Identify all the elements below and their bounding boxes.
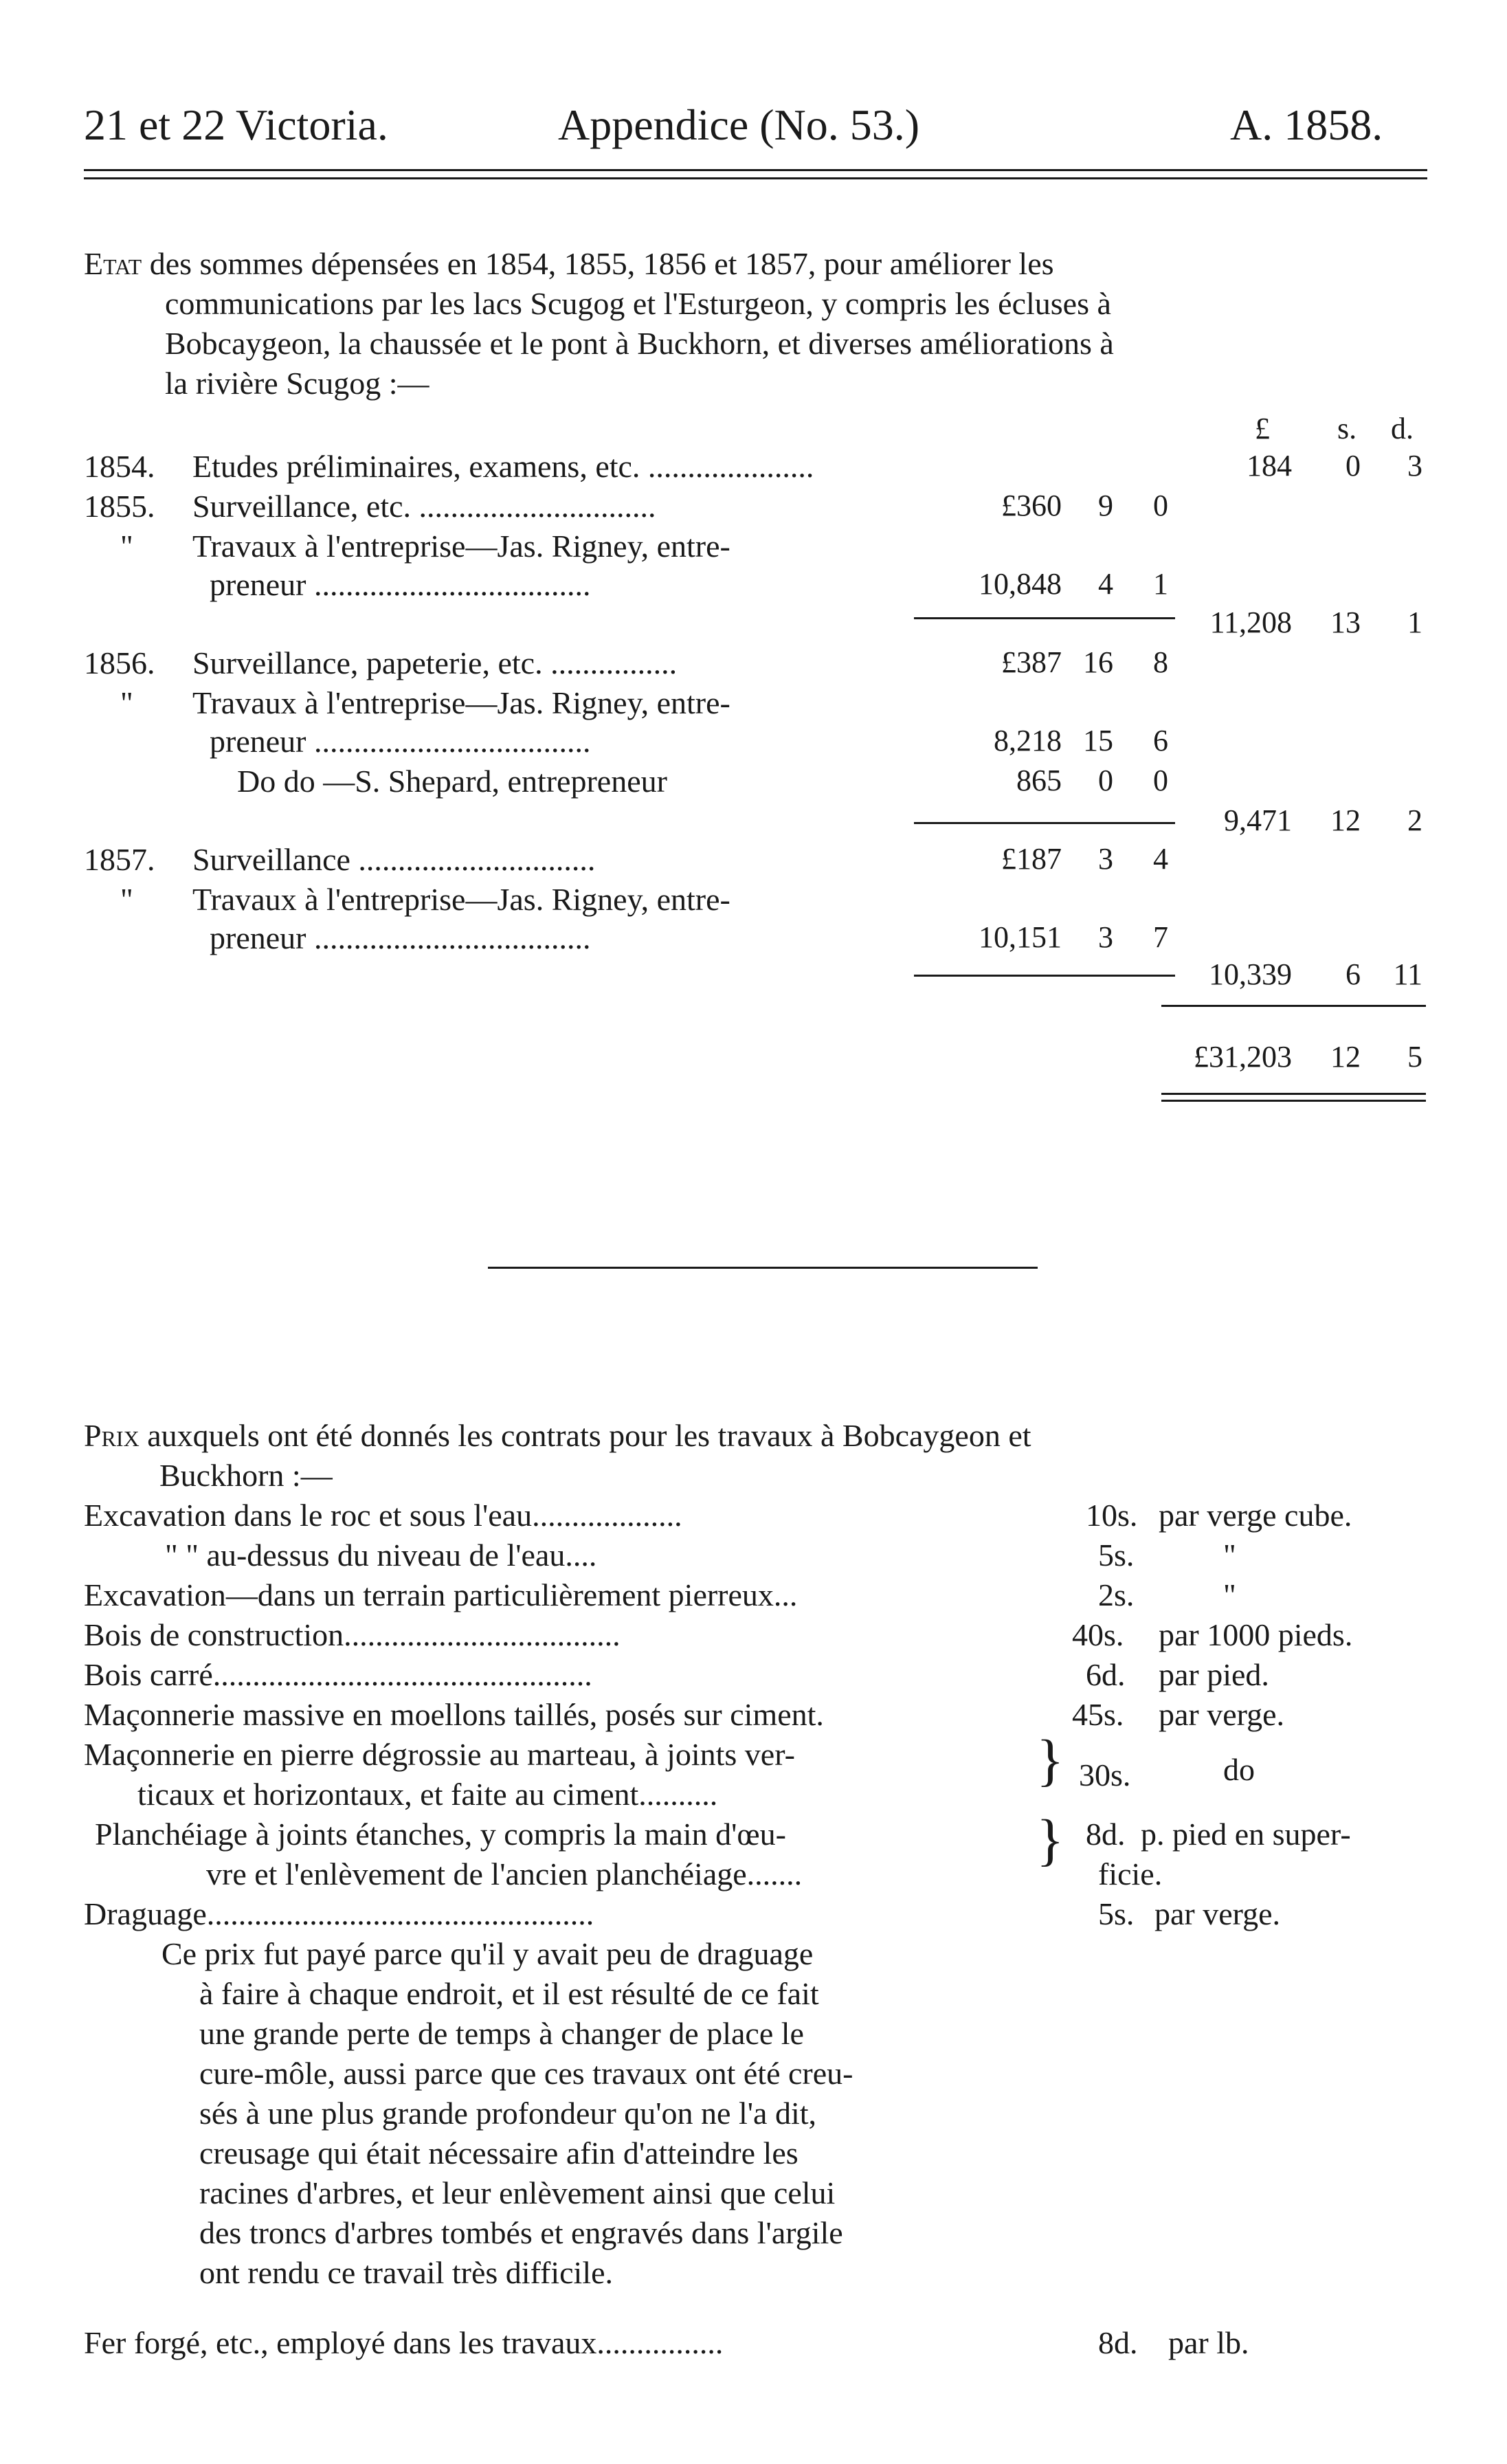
- grand-total-rule-top: [1161, 1005, 1426, 1007]
- ditto-1856: ": [120, 685, 133, 720]
- prix-row-4-price: 40s.: [1072, 1617, 1124, 1652]
- etat-row-1856-travaux: Travaux à l'entreprise—Jas. Rigney, entre-: [192, 685, 730, 720]
- amount-1856-c-d: 0: [1153, 764, 1168, 797]
- subtotal-rule-1857: [914, 975, 1175, 977]
- prix-planch-unit-2: ficie.: [1098, 1856, 1163, 1891]
- etat-year-1854: 1854.: [84, 449, 155, 484]
- etat-year-1856: 1856.: [84, 645, 155, 680]
- amount-1856-c-s: 0: [1098, 764, 1113, 797]
- prix-row-5-price: 6d.: [1086, 1657, 1126, 1692]
- etat-intro-line-2: communications par les lacs Scugog et l'Esturgeon, y compris les écluses à: [165, 286, 1111, 321]
- prix-macon2-line-2: ticaux et horizontaux, et faite au ciment..........: [137, 1777, 718, 1812]
- total-1856-d: 2: [1407, 803, 1422, 837]
- header-left: 21 et 22 Victoria.: [84, 100, 388, 149]
- prix-row-2-price: 5s.: [1098, 1538, 1135, 1573]
- prix-planch-line-1: Planchéiage à joints étanches, y compris la main d'œu-: [95, 1817, 786, 1852]
- prix-intro-line-1: Prix auxquels ont été donnés les contrats pour les travaux à Bobcaygeon et: [84, 1418, 1031, 1453]
- amount-1855-b-s: 4: [1098, 567, 1113, 601]
- amount-1855-a-d: 0: [1153, 489, 1168, 522]
- note-line-2: à faire à chaque endroit, et il est résulté de ce fait: [199, 1976, 819, 2011]
- prix-macon2-line-1: Maçonnerie en pierre dégrossie au marteau, à joints ver-: [84, 1737, 795, 1772]
- header-rule-1: [84, 169, 1427, 171]
- brace-icon: }: [1036, 1729, 1064, 1792]
- amount-1856-b-d: 6: [1153, 724, 1168, 757]
- amount-1857-a-s: 3: [1098, 842, 1113, 876]
- etat-row-1855-surveillance: Surveillance, etc. ..............................: [192, 489, 656, 524]
- amount-1857-a-d: 4: [1153, 842, 1168, 876]
- etat-year-1855: 1855.: [84, 489, 155, 524]
- section-separator: [488, 1267, 1038, 1269]
- etat-row-1856-shepard: Do do —S. Shepard, entrepreneur: [237, 764, 667, 799]
- ditto-1855: ": [120, 529, 133, 564]
- prix-row-3-unit: ": [1223, 1577, 1236, 1612]
- amount-1856-b-s: 15: [1083, 724, 1113, 757]
- amount-1856-a-d: 8: [1153, 645, 1168, 679]
- amount-1855-a-s: 9: [1098, 489, 1113, 522]
- etat-lead: Etat: [84, 246, 142, 281]
- note-line-3: une grande perte de temps à changer de place le: [199, 2016, 804, 2051]
- prix-planch-price: 8d.: [1086, 1817, 1126, 1852]
- subtotal-rule-1856: [914, 822, 1175, 824]
- amount-1857-a-l: £187: [1001, 842, 1062, 876]
- prix-fer-unit: par lb.: [1168, 2325, 1249, 2360]
- col-header-pounds: £: [1255, 412, 1270, 445]
- amount-1857-b-s: 3: [1098, 920, 1113, 954]
- total-1856-l: 9,471: [1224, 803, 1292, 837]
- total-1857-s: 6: [1346, 957, 1361, 991]
- col-header-pence: d.: [1391, 412, 1414, 445]
- etat-row-1857-travaux: Travaux à l'entreprise—Jas. Rigney, entre-: [192, 882, 730, 917]
- prix-row-6-price: 45s.: [1072, 1697, 1124, 1732]
- total-1857-d: 11: [1393, 957, 1422, 991]
- etat-intro-line-3: Bobcaygeon, la chaussée et le pont à Buckhorn, et diverses améliorations à: [165, 326, 1114, 361]
- etat-row-1856-preneur: preneur ...................................: [210, 724, 591, 759]
- prix-row-4-unit: par 1000 pieds.: [1159, 1617, 1353, 1652]
- prix-planch-line-2: vre et l'enlèvement de l'ancien planchéiage.......: [206, 1856, 803, 1891]
- prix-row-1-unit: par verge cube.: [1159, 1498, 1352, 1533]
- total-1855-s: 13: [1330, 606, 1361, 639]
- prix-intro-line-2: Buckhorn :—: [159, 1458, 333, 1493]
- etat-intro-line-4: la rivière Scugog :—: [165, 366, 429, 401]
- amount-1856-c-l: 865: [1016, 764, 1062, 797]
- amount-1856-a-l: £387: [1001, 645, 1062, 679]
- amount-1857-b-l: 10,151: [979, 920, 1062, 954]
- prix-planch-unit-1: p. pied en super-: [1141, 1817, 1351, 1852]
- prix-row-1-item: Excavation dans le roc et sous l'eau...................: [84, 1498, 682, 1533]
- total-1854-d: 3: [1407, 449, 1422, 482]
- prix-row-3-price: 2s.: [1098, 1577, 1135, 1612]
- prix-row-6-unit: par verge.: [1159, 1697, 1285, 1732]
- note-line-6: creusage qui était nécessaire afin d'atteindre les: [199, 2135, 799, 2171]
- note-line-7: racines d'arbres, et leur enlèvement ainsi que celui: [199, 2175, 836, 2210]
- subtotal-rule-1855: [914, 617, 1175, 619]
- prix-macon2-unit: do: [1223, 1752, 1255, 1787]
- prix-row-5-item: Bois carré................................................: [84, 1657, 592, 1692]
- prix-draguage-price: 5s.: [1098, 1896, 1135, 1931]
- total-1856-s: 12: [1330, 803, 1361, 837]
- note-line-1: Ce prix fut payé parce qu'il y avait peu de draguage: [161, 1936, 814, 1971]
- prix-row-1-price: 10s.: [1086, 1498, 1138, 1533]
- col-header-shillings: s.: [1337, 412, 1357, 445]
- prix-draguage-unit: par verge.: [1154, 1896, 1281, 1931]
- header-center: Appendice (No. 53.): [558, 100, 920, 149]
- header-rule-2: [84, 177, 1427, 179]
- note-line-4: cure-môle, aussi parce que ces travaux ont été creu-: [199, 2056, 853, 2091]
- total-1854-s: 0: [1346, 449, 1361, 482]
- prix-row-6-item: Maçonnerie massive en moellons taillés, posés sur ciment.: [84, 1697, 824, 1732]
- amount-1857-b-d: 7: [1153, 920, 1168, 954]
- etat-row-1854-text: Etudes préliminaires, examens, etc. .....................: [192, 449, 814, 484]
- prix-lead: Prix: [84, 1418, 139, 1453]
- etat-row-1856-surveillance: Surveillance, papeterie, etc. ................: [192, 645, 678, 680]
- prix-fer-price: 8d.: [1098, 2325, 1138, 2360]
- prix-row-5-unit: par pied.: [1159, 1657, 1269, 1692]
- amount-1855-b-l: 10,848: [979, 567, 1062, 601]
- grand-total-l: £31,203: [1194, 1040, 1292, 1074]
- prix-row-2-unit: ": [1223, 1538, 1236, 1573]
- grand-total-s: 12: [1330, 1040, 1361, 1074]
- prix-draguage-item: Draguage.................................................: [84, 1896, 594, 1931]
- total-1855-l: 11,208: [1209, 606, 1292, 639]
- ditto-1857: ": [120, 882, 133, 917]
- amount-1856-b-l: 8,218: [994, 724, 1062, 757]
- grand-total-rule-2: [1161, 1100, 1426, 1102]
- amount-1855-a-l: £360: [1001, 489, 1062, 522]
- grand-total-d: 5: [1407, 1040, 1422, 1074]
- etat-year-1857: 1857.: [84, 842, 155, 877]
- grand-total-rule-1: [1161, 1093, 1426, 1095]
- brace-icon: }: [1036, 1808, 1064, 1872]
- prix-row-2-item: " " au-dessus du niveau de l'eau....: [165, 1538, 597, 1573]
- prix-row-3-item: Excavation—dans un terrain particulièrement pierreux...: [84, 1577, 798, 1612]
- amount-1855-b-d: 1: [1153, 567, 1168, 601]
- prix-fer-item: Fer forgé, etc., employé dans les travaux................: [84, 2325, 724, 2360]
- etat-intro-line-1: Etat des sommes dépensées en 1854, 1855, 1856 et 1857, pour améliorer les: [84, 246, 1054, 281]
- prix-row-4-item: Bois de construction...................................: [84, 1617, 621, 1652]
- note-line-5: sés à une plus grande profondeur qu'on ne l'a dit,: [199, 2096, 817, 2131]
- note-line-9: ont rendu ce travail très difficile.: [199, 2255, 614, 2290]
- etat-row-1855-preneur: preneur ...................................: [210, 567, 591, 602]
- header-right: A. 1858.: [1230, 100, 1383, 149]
- etat-row-1855-travaux: Travaux à l'entreprise—Jas. Rigney, entre-: [192, 529, 730, 564]
- etat-row-1857-surveillance: Surveillance ..............................: [192, 842, 596, 877]
- etat-row-1857-preneur: preneur ...................................: [210, 920, 591, 955]
- total-1855-d: 1: [1407, 606, 1422, 639]
- amount-1856-a-s: 16: [1083, 645, 1113, 679]
- note-line-8: des troncs d'arbres tombés et engravés dans l'argile: [199, 2215, 843, 2250]
- total-1857-l: 10,339: [1209, 957, 1292, 991]
- prix-macon2-price: 30s.: [1079, 1757, 1131, 1792]
- total-1854-l: 184: [1247, 449, 1292, 482]
